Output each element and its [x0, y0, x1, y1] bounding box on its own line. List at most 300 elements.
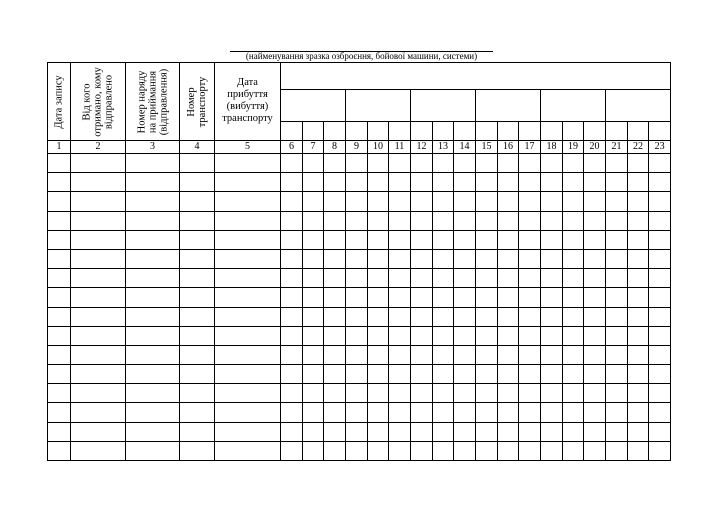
entry-cell[interactable]	[180, 173, 215, 192]
entry-cell[interactable]	[324, 230, 346, 249]
entry-cell[interactable]	[476, 441, 498, 460]
entry-cell[interactable]	[71, 173, 126, 192]
entry-cell[interactable]	[368, 192, 389, 211]
entry-cell[interactable]	[498, 384, 519, 403]
entry-cell[interactable]	[498, 288, 519, 307]
entry-cell[interactable]	[411, 249, 433, 268]
entry-cell[interactable]	[411, 288, 433, 307]
entry-cell[interactable]	[126, 249, 180, 268]
entry-cell[interactable]	[454, 403, 476, 422]
entry-cell[interactable]	[519, 384, 541, 403]
entry-cell[interactable]	[433, 345, 454, 364]
entry-cell[interactable]	[180, 249, 215, 268]
entry-cell[interactable]	[215, 441, 281, 460]
entry-cell[interactable]	[71, 230, 126, 249]
entry-cell[interactable]	[324, 249, 346, 268]
entry-cell[interactable]	[215, 384, 281, 403]
entry-cell[interactable]	[649, 326, 671, 345]
entry-cell[interactable]	[48, 422, 71, 441]
entry-cell[interactable]	[346, 249, 368, 268]
entry-cell[interactable]	[215, 173, 281, 192]
entry-cell[interactable]	[519, 192, 541, 211]
entry-cell[interactable]	[368, 403, 389, 422]
entry-cell[interactable]	[454, 307, 476, 326]
entry-cell[interactable]	[476, 422, 498, 441]
entry-cell[interactable]	[498, 345, 519, 364]
entry-cell[interactable]	[584, 173, 606, 192]
entry-cell[interactable]	[180, 345, 215, 364]
entry-cell[interactable]	[180, 384, 215, 403]
entry-cell[interactable]	[541, 249, 563, 268]
entry-cell[interactable]	[606, 345, 628, 364]
entry-cell[interactable]	[498, 326, 519, 345]
entry-cell[interactable]	[563, 249, 584, 268]
entry-cell[interactable]	[628, 230, 649, 249]
entry-cell[interactable]	[389, 230, 411, 249]
entry-cell[interactable]	[476, 288, 498, 307]
entry-cell[interactable]	[476, 230, 498, 249]
entry-cell[interactable]	[563, 307, 584, 326]
entry-cell[interactable]	[454, 192, 476, 211]
entry-cell[interactable]	[71, 365, 126, 384]
entry-cell[interactable]	[48, 365, 71, 384]
entry-cell[interactable]	[48, 173, 71, 192]
entry-cell[interactable]	[368, 345, 389, 364]
entry-cell[interactable]	[368, 384, 389, 403]
entry-cell[interactable]	[584, 307, 606, 326]
entry-cell[interactable]	[71, 307, 126, 326]
entry-cell[interactable]	[649, 269, 671, 288]
entry-cell[interactable]	[303, 384, 324, 403]
entry-cell[interactable]	[541, 345, 563, 364]
entry-cell[interactable]	[649, 441, 671, 460]
entry-cell[interactable]	[519, 269, 541, 288]
entry-cell[interactable]	[303, 326, 324, 345]
entry-cell[interactable]	[606, 365, 628, 384]
entry-cell[interactable]	[180, 307, 215, 326]
entry-cell[interactable]	[324, 345, 346, 364]
entry-cell[interactable]	[454, 345, 476, 364]
entry-cell[interactable]	[476, 192, 498, 211]
entry-cell[interactable]	[126, 326, 180, 345]
entry-cell[interactable]	[498, 173, 519, 192]
entry-cell[interactable]	[454, 422, 476, 441]
entry-cell[interactable]	[389, 288, 411, 307]
entry-cell[interactable]	[584, 403, 606, 422]
entry-cell[interactable]	[606, 154, 628, 173]
entry-cell[interactable]	[584, 154, 606, 173]
entry-cell[interactable]	[411, 441, 433, 460]
entry-cell[interactable]	[126, 345, 180, 364]
entry-cell[interactable]	[303, 345, 324, 364]
entry-cell[interactable]	[649, 192, 671, 211]
entry-cell[interactable]	[649, 345, 671, 364]
entry-cell[interactable]	[476, 211, 498, 230]
entry-cell[interactable]	[281, 154, 303, 173]
entry-cell[interactable]	[324, 211, 346, 230]
entry-cell[interactable]	[346, 326, 368, 345]
entry-cell[interactable]	[649, 230, 671, 249]
entry-cell[interactable]	[324, 307, 346, 326]
entry-cell[interactable]	[628, 384, 649, 403]
entry-cell[interactable]	[454, 173, 476, 192]
entry-cell[interactable]	[324, 403, 346, 422]
entry-cell[interactable]	[71, 441, 126, 460]
entry-cell[interactable]	[71, 288, 126, 307]
entry-cell[interactable]	[389, 192, 411, 211]
entry-cell[interactable]	[411, 384, 433, 403]
entry-cell[interactable]	[215, 422, 281, 441]
entry-cell[interactable]	[126, 288, 180, 307]
entry-cell[interactable]	[411, 154, 433, 173]
entry-cell[interactable]	[498, 249, 519, 268]
entry-cell[interactable]	[628, 441, 649, 460]
entry-cell[interactable]	[48, 384, 71, 403]
entry-cell[interactable]	[433, 384, 454, 403]
entry-cell[interactable]	[368, 288, 389, 307]
entry-cell[interactable]	[476, 269, 498, 288]
entry-cell[interactable]	[411, 422, 433, 441]
entry-cell[interactable]	[628, 345, 649, 364]
entry-cell[interactable]	[454, 365, 476, 384]
entry-cell[interactable]	[584, 326, 606, 345]
entry-cell[interactable]	[215, 269, 281, 288]
entry-cell[interactable]	[303, 365, 324, 384]
entry-cell[interactable]	[541, 154, 563, 173]
entry-cell[interactable]	[71, 403, 126, 422]
entry-cell[interactable]	[303, 249, 324, 268]
entry-cell[interactable]	[433, 269, 454, 288]
entry-cell[interactable]	[368, 211, 389, 230]
entry-cell[interactable]	[476, 326, 498, 345]
entry-cell[interactable]	[368, 173, 389, 192]
entry-cell[interactable]	[180, 192, 215, 211]
entry-cell[interactable]	[71, 326, 126, 345]
entry-cell[interactable]	[126, 307, 180, 326]
entry-cell[interactable]	[281, 249, 303, 268]
entry-cell[interactable]	[303, 192, 324, 211]
entry-cell[interactable]	[389, 249, 411, 268]
entry-cell[interactable]	[324, 288, 346, 307]
entry-cell[interactable]	[541, 288, 563, 307]
entry-cell[interactable]	[454, 288, 476, 307]
entry-cell[interactable]	[433, 326, 454, 345]
entry-cell[interactable]	[281, 441, 303, 460]
entry-cell[interactable]	[519, 230, 541, 249]
entry-cell[interactable]	[519, 403, 541, 422]
entry-cell[interactable]	[324, 269, 346, 288]
entry-cell[interactable]	[563, 365, 584, 384]
entry-cell[interactable]	[584, 384, 606, 403]
entry-cell[interactable]	[433, 441, 454, 460]
entry-cell[interactable]	[584, 365, 606, 384]
entry-cell[interactable]	[649, 249, 671, 268]
entry-cell[interactable]	[180, 269, 215, 288]
entry-cell[interactable]	[303, 288, 324, 307]
entry-cell[interactable]	[563, 192, 584, 211]
entry-cell[interactable]	[433, 403, 454, 422]
entry-cell[interactable]	[71, 269, 126, 288]
entry-cell[interactable]	[519, 441, 541, 460]
entry-cell[interactable]	[368, 365, 389, 384]
entry-cell[interactable]	[180, 211, 215, 230]
entry-cell[interactable]	[606, 307, 628, 326]
entry-cell[interactable]	[649, 288, 671, 307]
entry-cell[interactable]	[303, 269, 324, 288]
entry-cell[interactable]	[433, 173, 454, 192]
entry-cell[interactable]	[584, 230, 606, 249]
entry-cell[interactable]	[498, 192, 519, 211]
entry-cell[interactable]	[281, 345, 303, 364]
entry-cell[interactable]	[541, 269, 563, 288]
entry-cell[interactable]	[563, 288, 584, 307]
entry-cell[interactable]	[71, 192, 126, 211]
entry-cell[interactable]	[126, 173, 180, 192]
entry-cell[interactable]	[368, 154, 389, 173]
entry-cell[interactable]	[303, 173, 324, 192]
entry-cell[interactable]	[563, 384, 584, 403]
entry-cell[interactable]	[606, 403, 628, 422]
entry-cell[interactable]	[411, 365, 433, 384]
entry-cell[interactable]	[628, 326, 649, 345]
entry-cell[interactable]	[324, 173, 346, 192]
entry-cell[interactable]	[411, 211, 433, 230]
entry-cell[interactable]	[628, 269, 649, 288]
entry-cell[interactable]	[433, 154, 454, 173]
entry-cell[interactable]	[48, 192, 71, 211]
entry-cell[interactable]	[606, 211, 628, 230]
entry-cell[interactable]	[454, 326, 476, 345]
entry-cell[interactable]	[628, 288, 649, 307]
entry-cell[interactable]	[389, 326, 411, 345]
entry-cell[interactable]	[433, 307, 454, 326]
entry-cell[interactable]	[498, 307, 519, 326]
entry-cell[interactable]	[628, 422, 649, 441]
entry-cell[interactable]	[368, 230, 389, 249]
entry-cell[interactable]	[606, 192, 628, 211]
entry-cell[interactable]	[303, 422, 324, 441]
entry-cell[interactable]	[498, 422, 519, 441]
entry-cell[interactable]	[433, 192, 454, 211]
entry-cell[interactable]	[541, 403, 563, 422]
entry-cell[interactable]	[389, 173, 411, 192]
entry-cell[interactable]	[628, 173, 649, 192]
entry-cell[interactable]	[649, 173, 671, 192]
entry-cell[interactable]	[281, 173, 303, 192]
entry-cell[interactable]	[454, 154, 476, 173]
entry-cell[interactable]	[476, 345, 498, 364]
entry-cell[interactable]	[389, 403, 411, 422]
entry-cell[interactable]	[346, 345, 368, 364]
entry-cell[interactable]	[628, 307, 649, 326]
entry-cell[interactable]	[433, 422, 454, 441]
entry-cell[interactable]	[215, 365, 281, 384]
entry-cell[interactable]	[389, 345, 411, 364]
entry-cell[interactable]	[454, 249, 476, 268]
entry-cell[interactable]	[628, 211, 649, 230]
entry-cell[interactable]	[71, 422, 126, 441]
entry-cell[interactable]	[346, 403, 368, 422]
entry-cell[interactable]	[433, 211, 454, 230]
entry-cell[interactable]	[498, 403, 519, 422]
entry-cell[interactable]	[541, 192, 563, 211]
entry-cell[interactable]	[324, 365, 346, 384]
entry-cell[interactable]	[215, 345, 281, 364]
entry-cell[interactable]	[346, 365, 368, 384]
entry-cell[interactable]	[180, 441, 215, 460]
entry-cell[interactable]	[346, 230, 368, 249]
entry-cell[interactable]	[71, 345, 126, 364]
entry-cell[interactable]	[215, 326, 281, 345]
entry-cell[interactable]	[498, 269, 519, 288]
entry-cell[interactable]	[519, 211, 541, 230]
entry-cell[interactable]	[606, 269, 628, 288]
entry-cell[interactable]	[281, 307, 303, 326]
entry-cell[interactable]	[519, 288, 541, 307]
entry-cell[interactable]	[498, 230, 519, 249]
entry-cell[interactable]	[584, 422, 606, 441]
entry-cell[interactable]	[584, 269, 606, 288]
entry-cell[interactable]	[411, 403, 433, 422]
entry-cell[interactable]	[411, 307, 433, 326]
entry-cell[interactable]	[433, 365, 454, 384]
entry-cell[interactable]	[584, 345, 606, 364]
entry-cell[interactable]	[346, 288, 368, 307]
entry-cell[interactable]	[281, 269, 303, 288]
entry-cell[interactable]	[126, 154, 180, 173]
entry-cell[interactable]	[126, 211, 180, 230]
entry-cell[interactable]	[48, 403, 71, 422]
entry-cell[interactable]	[346, 422, 368, 441]
entry-cell[interactable]	[606, 288, 628, 307]
entry-cell[interactable]	[541, 441, 563, 460]
entry-cell[interactable]	[180, 288, 215, 307]
entry-cell[interactable]	[180, 154, 215, 173]
entry-cell[interactable]	[324, 192, 346, 211]
entry-cell[interactable]	[563, 211, 584, 230]
entry-cell[interactable]	[563, 422, 584, 441]
entry-cell[interactable]	[346, 211, 368, 230]
entry-cell[interactable]	[476, 403, 498, 422]
entry-cell[interactable]	[498, 154, 519, 173]
entry-cell[interactable]	[71, 384, 126, 403]
entry-cell[interactable]	[454, 384, 476, 403]
entry-cell[interactable]	[476, 365, 498, 384]
entry-cell[interactable]	[215, 288, 281, 307]
entry-cell[interactable]	[649, 154, 671, 173]
entry-cell[interactable]	[389, 384, 411, 403]
entry-cell[interactable]	[303, 307, 324, 326]
entry-cell[interactable]	[126, 403, 180, 422]
entry-cell[interactable]	[281, 192, 303, 211]
entry-cell[interactable]	[346, 269, 368, 288]
entry-cell[interactable]	[476, 384, 498, 403]
entry-cell[interactable]	[48, 249, 71, 268]
entry-cell[interactable]	[126, 269, 180, 288]
entry-cell[interactable]	[281, 211, 303, 230]
entry-cell[interactable]	[368, 269, 389, 288]
entry-cell[interactable]	[606, 326, 628, 345]
entry-cell[interactable]	[454, 230, 476, 249]
entry-cell[interactable]	[563, 173, 584, 192]
entry-cell[interactable]	[411, 326, 433, 345]
entry-cell[interactable]	[48, 307, 71, 326]
entry-cell[interactable]	[541, 173, 563, 192]
entry-cell[interactable]	[411, 269, 433, 288]
entry-cell[interactable]	[563, 326, 584, 345]
entry-cell[interactable]	[454, 269, 476, 288]
entry-cell[interactable]	[563, 154, 584, 173]
entry-cell[interactable]	[563, 403, 584, 422]
entry-cell[interactable]	[389, 441, 411, 460]
entry-cell[interactable]	[215, 154, 281, 173]
entry-cell[interactable]	[433, 249, 454, 268]
entry-cell[interactable]	[48, 345, 71, 364]
entry-cell[interactable]	[498, 441, 519, 460]
entry-cell[interactable]	[324, 326, 346, 345]
entry-cell[interactable]	[563, 230, 584, 249]
entry-cell[interactable]	[411, 345, 433, 364]
entry-cell[interactable]	[389, 269, 411, 288]
entry-cell[interactable]	[476, 307, 498, 326]
entry-cell[interactable]	[368, 422, 389, 441]
entry-cell[interactable]	[48, 288, 71, 307]
entry-cell[interactable]	[346, 154, 368, 173]
entry-cell[interactable]	[541, 365, 563, 384]
entry-cell[interactable]	[606, 173, 628, 192]
entry-cell[interactable]	[324, 154, 346, 173]
entry-cell[interactable]	[389, 154, 411, 173]
entry-cell[interactable]	[180, 365, 215, 384]
entry-cell[interactable]	[541, 422, 563, 441]
entry-cell[interactable]	[563, 269, 584, 288]
entry-cell[interactable]	[541, 307, 563, 326]
entry-cell[interactable]	[368, 249, 389, 268]
entry-cell[interactable]	[498, 365, 519, 384]
entry-cell[interactable]	[519, 422, 541, 441]
entry-cell[interactable]	[498, 211, 519, 230]
entry-cell[interactable]	[649, 307, 671, 326]
entry-cell[interactable]	[215, 403, 281, 422]
entry-cell[interactable]	[519, 365, 541, 384]
entry-cell[interactable]	[628, 249, 649, 268]
entry-cell[interactable]	[563, 345, 584, 364]
entry-cell[interactable]	[48, 441, 71, 460]
entry-cell[interactable]	[281, 326, 303, 345]
entry-cell[interactable]	[454, 441, 476, 460]
entry-cell[interactable]	[606, 249, 628, 268]
entry-cell[interactable]	[126, 441, 180, 460]
entry-cell[interactable]	[606, 441, 628, 460]
entry-cell[interactable]	[541, 230, 563, 249]
entry-cell[interactable]	[215, 211, 281, 230]
entry-cell[interactable]	[303, 154, 324, 173]
entry-cell[interactable]	[584, 441, 606, 460]
entry-cell[interactable]	[563, 441, 584, 460]
entry-cell[interactable]	[649, 365, 671, 384]
entry-cell[interactable]	[346, 441, 368, 460]
entry-cell[interactable]	[519, 326, 541, 345]
entry-cell[interactable]	[48, 230, 71, 249]
entry-cell[interactable]	[519, 307, 541, 326]
entry-cell[interactable]	[606, 230, 628, 249]
entry-cell[interactable]	[541, 326, 563, 345]
entry-cell[interactable]	[628, 365, 649, 384]
entry-cell[interactable]	[281, 365, 303, 384]
entry-cell[interactable]	[303, 441, 324, 460]
entry-cell[interactable]	[324, 422, 346, 441]
entry-cell[interactable]	[541, 211, 563, 230]
